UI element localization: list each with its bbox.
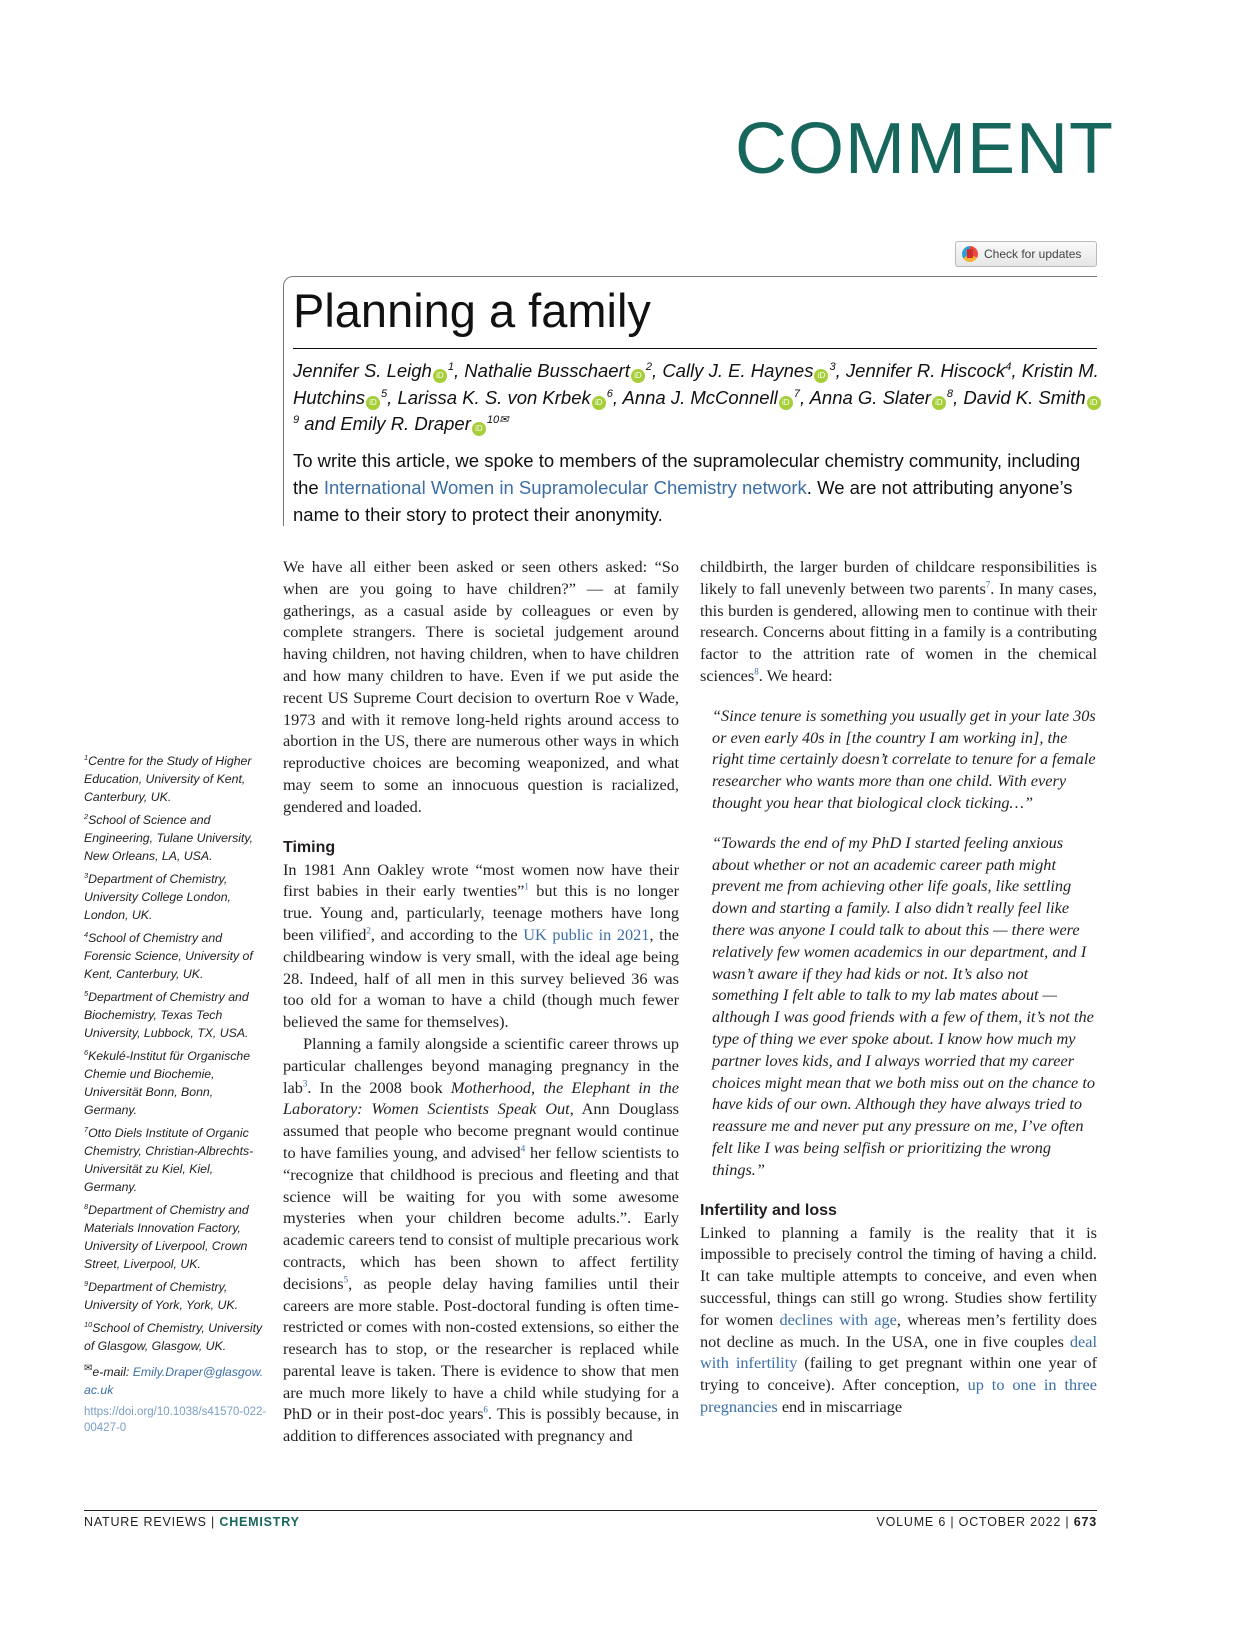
- affiliation-text: School of Chemistry and Forensic Science, University of Kent, Canterbury, UK.: [84, 931, 253, 981]
- affiliation-text: Department of Chemistry and Biochemistry, Texas Tech University, Lubbock, TX, USA.: [84, 990, 249, 1040]
- text-run: Planning a family alongside a scientific career throws up particular challenges beyond managing pregnancy in the lab: [283, 1033, 679, 1097]
- affiliation: [84, 929, 269, 983]
- orcid-icon[interactable]: iD: [779, 396, 793, 410]
- reference-number[interactable]: 8: [754, 666, 759, 677]
- text-run: . In many cases, this burden is gendered, allowing men to continue with their research. Concerns about fitting in a family is a contributing factor to the attrition rate of women in the chemical sciences: [700, 578, 1098, 685]
- orcid-icon[interactable]: iD: [472, 422, 486, 436]
- text-run: , as people delay having families until their careers are more stable. Post-doctoral funding is often time-restricted or comes with non-costed extensions, so either the research has to stop, or the researcher is replaced while parental leave is taken. There is evidence to show that men are much more likely to have a child while studying for a PhD or in their post-doc years: [283, 1273, 679, 1424]
- affiliation-text: Department of Chemistry and Materials Innovation Factory, University of Liverpool, Crown Street, Liverpool, UK.: [84, 1203, 249, 1271]
- check-for-updates-button[interactable]: [955, 241, 1097, 267]
- author-name: Jennifer S. Leigh: [293, 360, 432, 381]
- orcid-icon[interactable]: iD: [592, 396, 606, 410]
- quote-block: [700, 832, 1097, 1181]
- text-run: but this is no longer true. Young and, particularly, teenage mothers have long been vilified: [283, 881, 679, 944]
- text-run: (failing to get pregnant within one year of trying to conceive). After conception,: [700, 1353, 1097, 1395]
- affiliation: [84, 1124, 269, 1196]
- text-run: . We are not attributing anyone’s name to their story to protect their anonymity.: [293, 477, 1073, 525]
- affiliation-number: 7: [84, 1124, 89, 1134]
- author-name: Kristin M. Hutchins: [293, 360, 1099, 408]
- affiliation-number: 3: [84, 870, 89, 880]
- affiliation: [84, 752, 269, 806]
- orcid-icon[interactable]: iD: [1087, 396, 1101, 410]
- text-run: “Since tenure is something you usually get in your late 30s or even early 40s in [the country I am working in], the right time certainly doesn’t correlate to tenure for a female researcher who wants more than one child. With every thought you hear that biological clock ticking…”: [712, 705, 1096, 812]
- inline-link[interactable]: International Women in Supramolecular Chemistry network: [323, 477, 807, 498]
- author-separator: ,: [612, 386, 623, 408]
- author-separator: ,: [652, 360, 663, 381]
- page-number: 673: [1073, 1515, 1097, 1529]
- paragraph: [700, 556, 1097, 687]
- footer-rule: [84, 1510, 1097, 1511]
- text-run: , and according to the: [370, 924, 524, 944]
- article-title: Planning a family: [293, 284, 651, 337]
- section-heading: Infertility and loss: [700, 1201, 837, 1219]
- text-run: her fellow scientists to “recognize that childhood is precious and fleeting and that science will be waiting for you with some awesome mysteries when your children become adults.”. Early academic careers tend to consist of multiple precarious work contracts, which has been shown to affect fertility decisions: [283, 1142, 679, 1293]
- section-heading: Timing: [283, 838, 336, 856]
- paragraph: [700, 1222, 1097, 1418]
- text-run: childbirth, the larger burden of childcare responsibilities is likely to fall unevenly between two parents: [700, 557, 1097, 598]
- reference-number[interactable]: 5: [343, 1274, 349, 1285]
- footer-journal: [84, 1515, 300, 1529]
- text-run: To write this article, we spoke to members of the supramolecular chemistry community, including the: [293, 450, 1081, 498]
- affiliation-number: 9: [84, 1278, 89, 1288]
- text-run: In 1981 Ann Oakley wrote “most women now have their first babies in their early twenties”: [283, 859, 679, 901]
- text-run: . In the 2008 book: [307, 1077, 451, 1097]
- orcid-icon[interactable]: iD: [433, 369, 447, 383]
- affiliation-number: 7: [793, 387, 800, 400]
- affiliation-number: 5: [380, 387, 388, 400]
- journal-name: NATURE REVIEWS |: [84, 1515, 220, 1529]
- author-separator: ,: [387, 386, 398, 408]
- affiliation-number: 4: [84, 929, 89, 939]
- section-label: COMMENT: [735, 109, 1114, 189]
- author-name: Jennifer R. Hiscock: [845, 360, 1006, 381]
- orcid-icon[interactable]: iD: [366, 396, 380, 410]
- crossmark-icon: [962, 246, 978, 262]
- affiliation-number: 1: [84, 752, 89, 762]
- email-icon: ✉: [84, 1363, 93, 1374]
- affiliation: [84, 870, 269, 924]
- author-list: [293, 358, 1103, 438]
- author-name: Emily R. Draper: [340, 413, 471, 434]
- reference-number[interactable]: 3: [302, 1078, 308, 1089]
- paragraph: [283, 1033, 679, 1447]
- affiliation-number: 8: [946, 387, 954, 400]
- text-run: “Towards the end of my PhD I started feeling anxious about whether or not an academic career path might prevent me from achieving other life goals, like settling down and starting a family. I also didn’t really feel like there was anyone I could talk to about this — there were relatively few women academics in our department, and I wasn’t aware if they had kids or not. It’s also not something I felt able to talk to my lab mates about — although I was good friends with a few of them, it’s not the type of thing we ever spoke about. I know how much my partner loves kids, and I always worried that my career choices might mean that we both miss out on the chance to have kids of our own. Although they have always tried to reassure me and never put any pressure on me, I’ve often felt like I was being selfish or prioritizing the wrong things.”: [712, 832, 1095, 1179]
- affiliation-number: 6: [606, 387, 613, 400]
- reference-number[interactable]: 6: [483, 1405, 488, 1416]
- doi-link[interactable]: https://doi.org/10.1038/s41570-022-00427-0: [84, 1406, 267, 1435]
- text-run: , whereas men’s fertility does not decline as much. In the USA, one in five couples: [700, 1309, 1097, 1351]
- reference-number[interactable]: 2: [366, 925, 371, 936]
- orcid-icon[interactable]: iD: [932, 396, 946, 410]
- email-label: e-mail:: [92, 1365, 133, 1380]
- affiliation-number: 8: [84, 1201, 89, 1211]
- standfirst: [293, 447, 1103, 528]
- journal-subject: CHEMISTRY: [219, 1515, 300, 1529]
- affiliation: [84, 988, 269, 1042]
- affiliation-number: 4: [1005, 360, 1012, 373]
- check-for-updates-label: Check for updates: [984, 247, 1082, 261]
- affiliation-number: 5: [84, 988, 89, 998]
- quote-block: [700, 705, 1097, 814]
- author-separator: ,: [799, 386, 810, 408]
- issue-info: VOLUME 6 | OCTOBER 2022 |: [876, 1515, 1074, 1529]
- inline-link[interactable]: deal with infertility: [700, 1331, 1097, 1373]
- author-name: Anna G. Slater: [809, 386, 931, 408]
- author-name: Anna J. McConnell: [622, 386, 778, 408]
- text-run: , the childbearing window is very small, with the ideal age being 28. Indeed, half of all men in this survey believed 36 was too old for a woman to have a child (though much fewer believed the same for themselves).: [283, 924, 680, 1032]
- affiliation-number: 9: [293, 413, 300, 426]
- affiliation-text: Kekulé-Institut für Organische Chemie und Biochemie, Universität Bonn, Bonn, Germany.: [84, 1049, 251, 1117]
- affiliation-text: Department of Chemistry, University of York, York, UK.: [84, 1280, 238, 1312]
- paragraph: [283, 859, 679, 1033]
- book-title: Motherhood, the Elephant in the Laboratory: Women Scientists Speak Out: [283, 1077, 679, 1119]
- body-column-2: [700, 556, 1097, 1418]
- affiliation-text: School of Chemistry, University of Glasgow, Glasgow, UK.: [84, 1321, 263, 1353]
- author-separator: ,: [454, 360, 465, 381]
- affiliation-text: Otto Diels Institute of Organic Chemistry, Christian-Albrechts-Universität zu Kiel, Kiel, Germany.: [84, 1126, 254, 1194]
- affiliation-number: 10: [84, 1319, 93, 1329]
- affiliation: [84, 1278, 269, 1314]
- affiliation-number: 1: [447, 360, 455, 373]
- body-column-1: [283, 556, 679, 1447]
- affiliation-text: Department of Chemistry, University College London, London, UK.: [84, 872, 231, 922]
- orcid-icon[interactable]: iD: [814, 369, 828, 383]
- affiliation: [84, 811, 269, 865]
- text-run: Linked to planning a family is the reality that it is impossible to precisely control the timing of having a child. It can take multiple attempts to conceive, and even when successful, things can still go wrong. Studies show fertility for women: [700, 1222, 1097, 1329]
- affiliation: [84, 1201, 269, 1273]
- author-separator: and: [299, 413, 341, 434]
- inline-link[interactable]: UK public in 2021: [523, 924, 650, 944]
- email-link[interactable]: Emily.Draper@glasgow.ac.uk: [84, 1365, 264, 1398]
- author-name: Nathalie Busschaert: [464, 360, 630, 381]
- text-run: . This is possibly because, in addition to differences associated with pregnancy and: [283, 1404, 679, 1446]
- affiliation-text: School of Science and Engineering, Tulane University, New Orleans, LA, USA.: [84, 813, 254, 863]
- author-separator: ,: [953, 386, 964, 408]
- paragraph: [283, 556, 679, 818]
- orcid-icon[interactable]: iD: [631, 369, 645, 383]
- reference-number[interactable]: 7: [985, 579, 991, 590]
- affiliation: [84, 1319, 269, 1355]
- affiliation-number: 2: [84, 811, 89, 821]
- affiliation: [84, 1047, 269, 1119]
- affiliation-number: 6: [84, 1047, 89, 1057]
- inline-link[interactable]: declines with age: [779, 1309, 897, 1329]
- reference-number[interactable]: 4: [520, 1143, 526, 1154]
- text-run: , Ann Douglass assumed that people who become pregnant would continue to have families young, and advised: [283, 1099, 679, 1162]
- author-separator: ,: [835, 360, 846, 381]
- footer-issue: [876, 1515, 1097, 1529]
- text-run: We have all either been asked or seen others asked: “So when are you going to have children?” — at family gatherings, as a casual aside by colleagues or even by complete strangers. There is societal judgement around having children, not having children, when to have children and how many children to have. Even if we put aside the recent US Supreme Court decision to overturn Roe v Wade, 1973 and with it remove long-held rights around access to abortion in the US, there are numerous other ways in which reproductive choices are becoming weaponized, and what may seem to some an innocuous question is racialized, gendered and loaded.: [283, 557, 679, 816]
- author-name: David K. Smith: [963, 386, 1086, 408]
- reference-number[interactable]: 1: [524, 881, 529, 892]
- title-divider: [293, 348, 1097, 349]
- text-run: . We heard:: [758, 665, 833, 685]
- author-name: Larissa K. S. von Krbek: [397, 386, 591, 408]
- author-name: Cally J. E. Haynes: [662, 360, 814, 381]
- affiliation-number: 3: [829, 360, 836, 373]
- affiliation-number: 10✉: [486, 413, 509, 426]
- text-run: end in miscarriage: [777, 1396, 903, 1416]
- author-separator: ,: [1011, 360, 1022, 381]
- affiliation-text: Centre for the Study of Higher Education, University of Kent, Canterbury, UK.: [84, 754, 252, 804]
- affiliation-number: 2: [645, 360, 653, 373]
- affiliations: [84, 752, 269, 1436]
- inline-link[interactable]: up to one in three pregnancies: [700, 1375, 1098, 1416]
